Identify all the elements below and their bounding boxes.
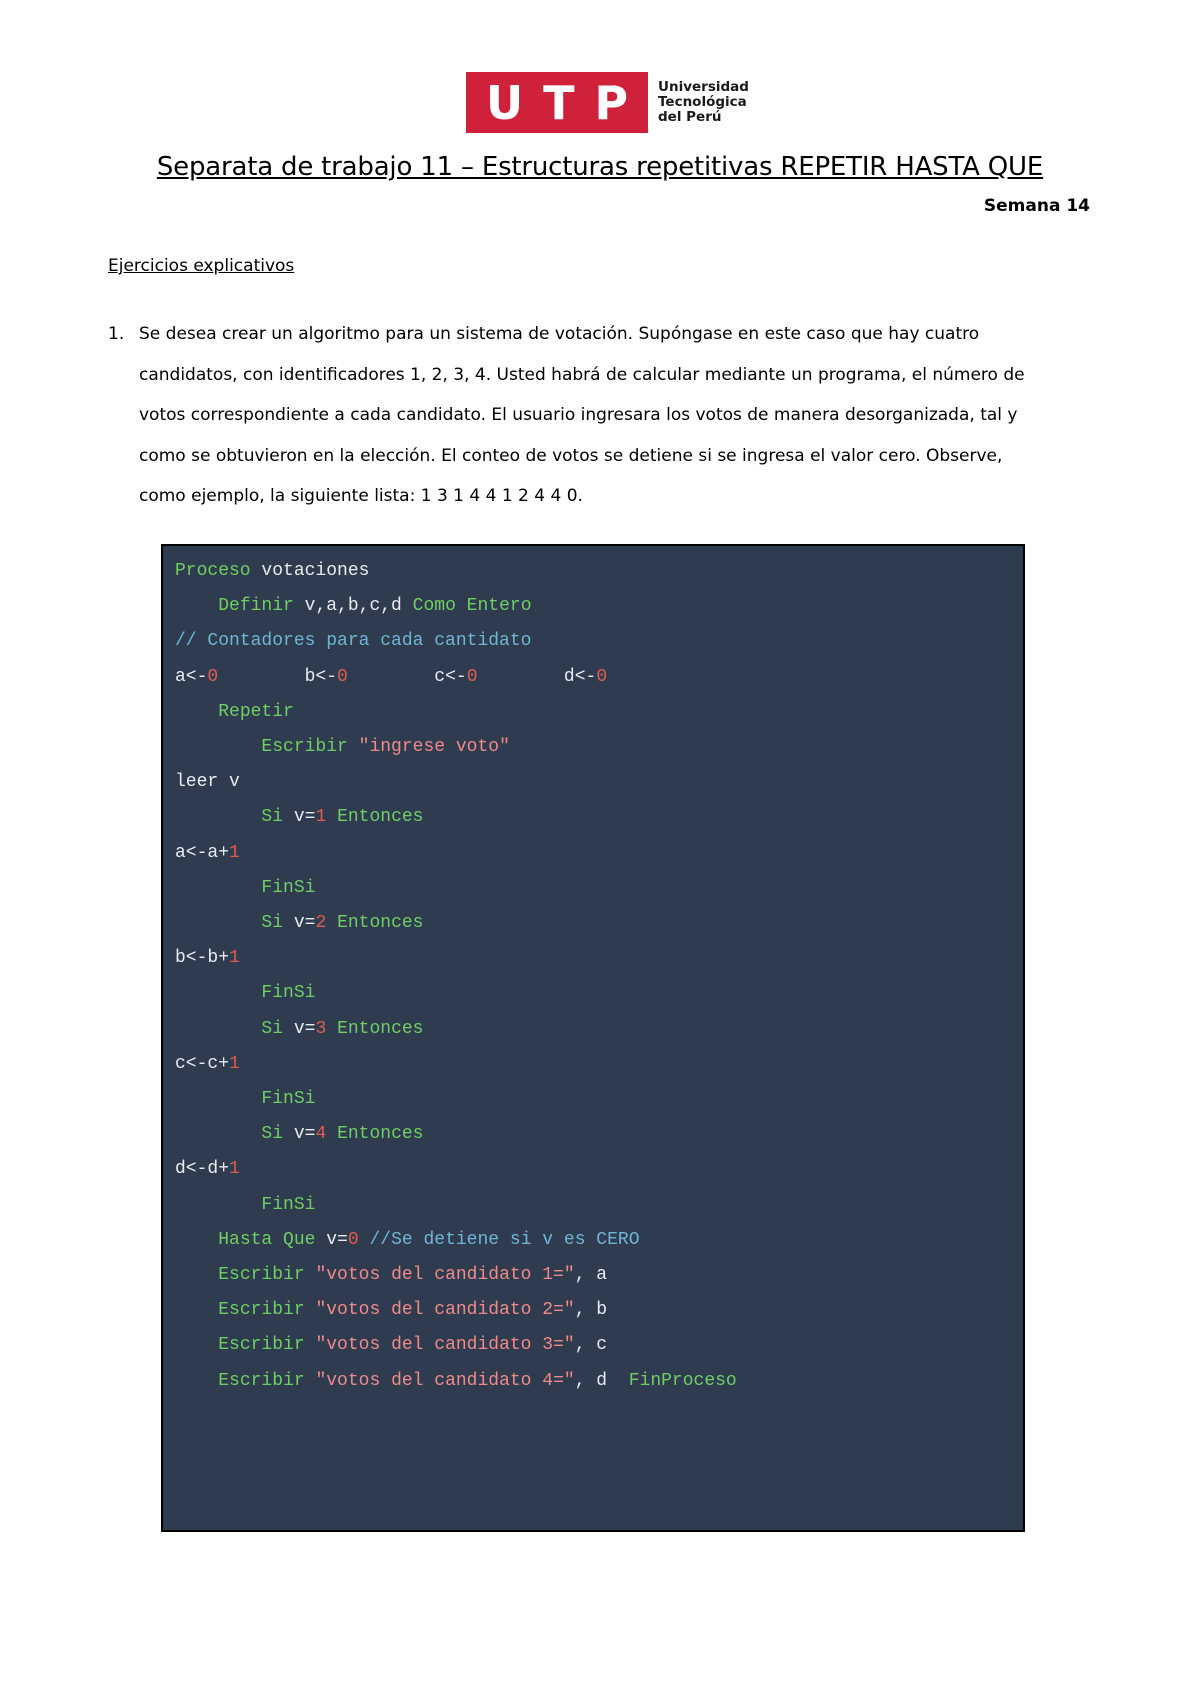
code-token: FinSi: [261, 877, 316, 898]
code-token: "votos del candidato 4=": [315, 1370, 575, 1391]
code-line: [175, 1087, 315, 1111]
code-token: //Se detiene si v es CERO: [369, 1229, 640, 1250]
university-name-line: del Perú: [658, 109, 722, 125]
code-token: [359, 1230, 370, 1250]
exercise-text-line: candidatos, con identificadores 1, 2, 3, 4. Usted habrá de calcular mediante un programa, el número de: [139, 364, 1025, 385]
code-token: 1: [229, 1159, 240, 1180]
exercise-item: [108, 314, 1093, 517]
code-token: Escribir: [218, 1265, 305, 1285]
code-token: [305, 1371, 316, 1391]
code-token: [175, 878, 261, 898]
code-token: Si: [261, 807, 284, 828]
code-token: "votos del candidato 1=": [315, 1265, 575, 1285]
code-token: 1: [229, 842, 240, 863]
code-block: [161, 544, 1025, 1532]
code-token: Si: [261, 913, 284, 933]
code-token: 0: [207, 666, 219, 687]
code-token: 3: [315, 1018, 327, 1039]
code-token: [175, 596, 218, 616]
code-token: v=: [283, 1124, 316, 1145]
code-token: Escribir: [218, 1300, 305, 1321]
code-token: [175, 1335, 218, 1355]
exercise-number: 1.: [108, 324, 125, 344]
code-line: [175, 665, 607, 689]
exercise-text-line: como ejemplo, la siguiente lista: 1 3 1 4 4 1 2 4 4 0.: [139, 486, 583, 506]
exercise-text-line: Se desea crear un algoritmo para un sistema de votación. Supóngase en este caso que hay cuatro: [139, 324, 980, 344]
code-token: v=: [315, 1229, 348, 1250]
code-token: [175, 1230, 218, 1250]
code-line: [175, 1263, 607, 1287]
code-token: , b: [574, 1300, 608, 1321]
code-token: d<-d+: [175, 1159, 230, 1180]
code-token: [175, 807, 261, 827]
university-name-line: Tecnológica: [658, 94, 747, 110]
code-token: FinSi: [261, 983, 316, 1004]
code-token: [175, 1089, 261, 1109]
code-token: 1: [229, 948, 240, 969]
code-token: "ingrese voto": [358, 737, 510, 757]
code-token: 0: [347, 1229, 359, 1250]
code-token: Escribir: [218, 1370, 305, 1391]
code-token: [326, 1019, 337, 1039]
code-token: 2: [315, 913, 327, 933]
code-token: c<-: [347, 666, 467, 687]
code-token: [175, 1265, 218, 1285]
code-line: [175, 735, 510, 759]
code-token: FinProceso: [628, 1370, 737, 1391]
code-line: [175, 911, 423, 935]
section-heading: Ejercicios explicativos: [108, 256, 295, 276]
code-line: [175, 841, 240, 865]
code-token: [305, 1265, 316, 1285]
code-token: [175, 737, 261, 757]
code-token: 1: [229, 1053, 240, 1074]
utp-logo-mark: [466, 72, 648, 133]
code-line: [175, 981, 315, 1005]
code-line: [175, 629, 531, 653]
code-token: Definir: [218, 596, 294, 617]
code-token: Entonces: [337, 913, 424, 933]
code-line: [175, 1333, 607, 1357]
code-token: b<-: [218, 666, 338, 687]
code-token: Repetir: [218, 701, 294, 722]
code-token: Entonces: [337, 807, 424, 828]
code-token: Entonces: [337, 1018, 424, 1039]
exercise-text-line: votos correspondiente a cada candidato. El usuario ingresara los votos de manera desorganizada, tal y: [139, 405, 1018, 425]
code-token: [348, 737, 359, 757]
week-label: Semana 14: [983, 196, 1090, 216]
code-line: [175, 700, 294, 724]
code-token: Escribir: [218, 1335, 305, 1356]
code-line: [175, 1228, 640, 1252]
code-token: 0: [596, 666, 608, 687]
code-token: [175, 1195, 261, 1215]
code-token: a<-a+: [175, 842, 230, 863]
code-token: [175, 1124, 261, 1144]
code-line: [175, 1193, 315, 1217]
code-line: [175, 1122, 423, 1146]
logo-letter-t: T: [543, 75, 575, 130]
code-token: , d: [574, 1370, 629, 1391]
university-name-line: Universidad: [658, 79, 749, 95]
code-line: [175, 946, 240, 970]
code-token: v,a,b,c,d: [293, 596, 413, 617]
code-token: 4: [315, 1124, 327, 1145]
code-line: [175, 1369, 737, 1393]
code-token: , c: [574, 1335, 608, 1356]
code-token: Si: [261, 1018, 284, 1039]
code-token: b<-b+: [175, 948, 230, 969]
code-token: v=: [283, 913, 316, 933]
code-token: d<-: [477, 666, 597, 687]
code-token: leer v: [175, 772, 240, 793]
code-token: Hasta Que: [218, 1229, 316, 1250]
code-token: [175, 1300, 218, 1320]
logo-letter-u: U: [485, 75, 524, 130]
code-token: [175, 1371, 218, 1391]
code-token: votaciones: [250, 561, 370, 581]
code-token: 0: [337, 666, 348, 687]
code-token: , a: [574, 1265, 608, 1285]
code-line: [175, 770, 240, 794]
code-token: c<-c+: [175, 1053, 230, 1074]
code-token: // Contadores para cada cantidato: [175, 631, 532, 652]
code-token: 0: [466, 666, 478, 687]
logo-letter-p: P: [594, 75, 629, 130]
code-token: Entonces: [337, 1124, 424, 1145]
code-token: Como Entero: [412, 596, 532, 617]
code-token: [326, 1124, 337, 1144]
code-line: [175, 805, 423, 829]
code-token: v=: [283, 1018, 316, 1039]
code-token: [175, 702, 218, 722]
code-token: Si: [261, 1124, 284, 1145]
code-token: "votos del candidato 3=": [315, 1335, 575, 1356]
code-token: FinSi: [261, 1089, 316, 1109]
code-token: [305, 1335, 316, 1355]
university-name: [658, 80, 749, 125]
exercise-text-line: como se obtuvieron en la elección. El conteo de votos se detiene si se ingresa el valor cero. Observe,: [139, 445, 1003, 466]
code-token: v=: [283, 807, 316, 828]
code-line: [175, 559, 369, 583]
code-line: [175, 876, 315, 900]
code-token: "votos del candidato 2=": [315, 1300, 575, 1321]
code-token: a<-: [175, 666, 208, 687]
page-title: Separata de trabajo 11 – Estructuras repetitivas REPETIR HASTA QUE: [156, 152, 1044, 182]
code-token: 1: [315, 807, 327, 828]
code-line: [175, 594, 532, 618]
utp-logo: [466, 72, 749, 133]
code-line: [175, 1052, 240, 1076]
code-token: [175, 913, 261, 933]
code-token: Proceso: [175, 561, 251, 581]
code-token: [326, 913, 337, 933]
code-token: [175, 983, 261, 1003]
code-token: [305, 1300, 316, 1320]
code-line: [175, 1298, 607, 1322]
code-token: [326, 807, 337, 827]
code-token: FinSi: [261, 1194, 316, 1215]
code-line: [175, 1157, 240, 1181]
code-token: Escribir: [261, 737, 348, 757]
code-token: [175, 1019, 261, 1039]
exercise-text: [139, 314, 1025, 517]
code-line: [175, 1017, 423, 1041]
